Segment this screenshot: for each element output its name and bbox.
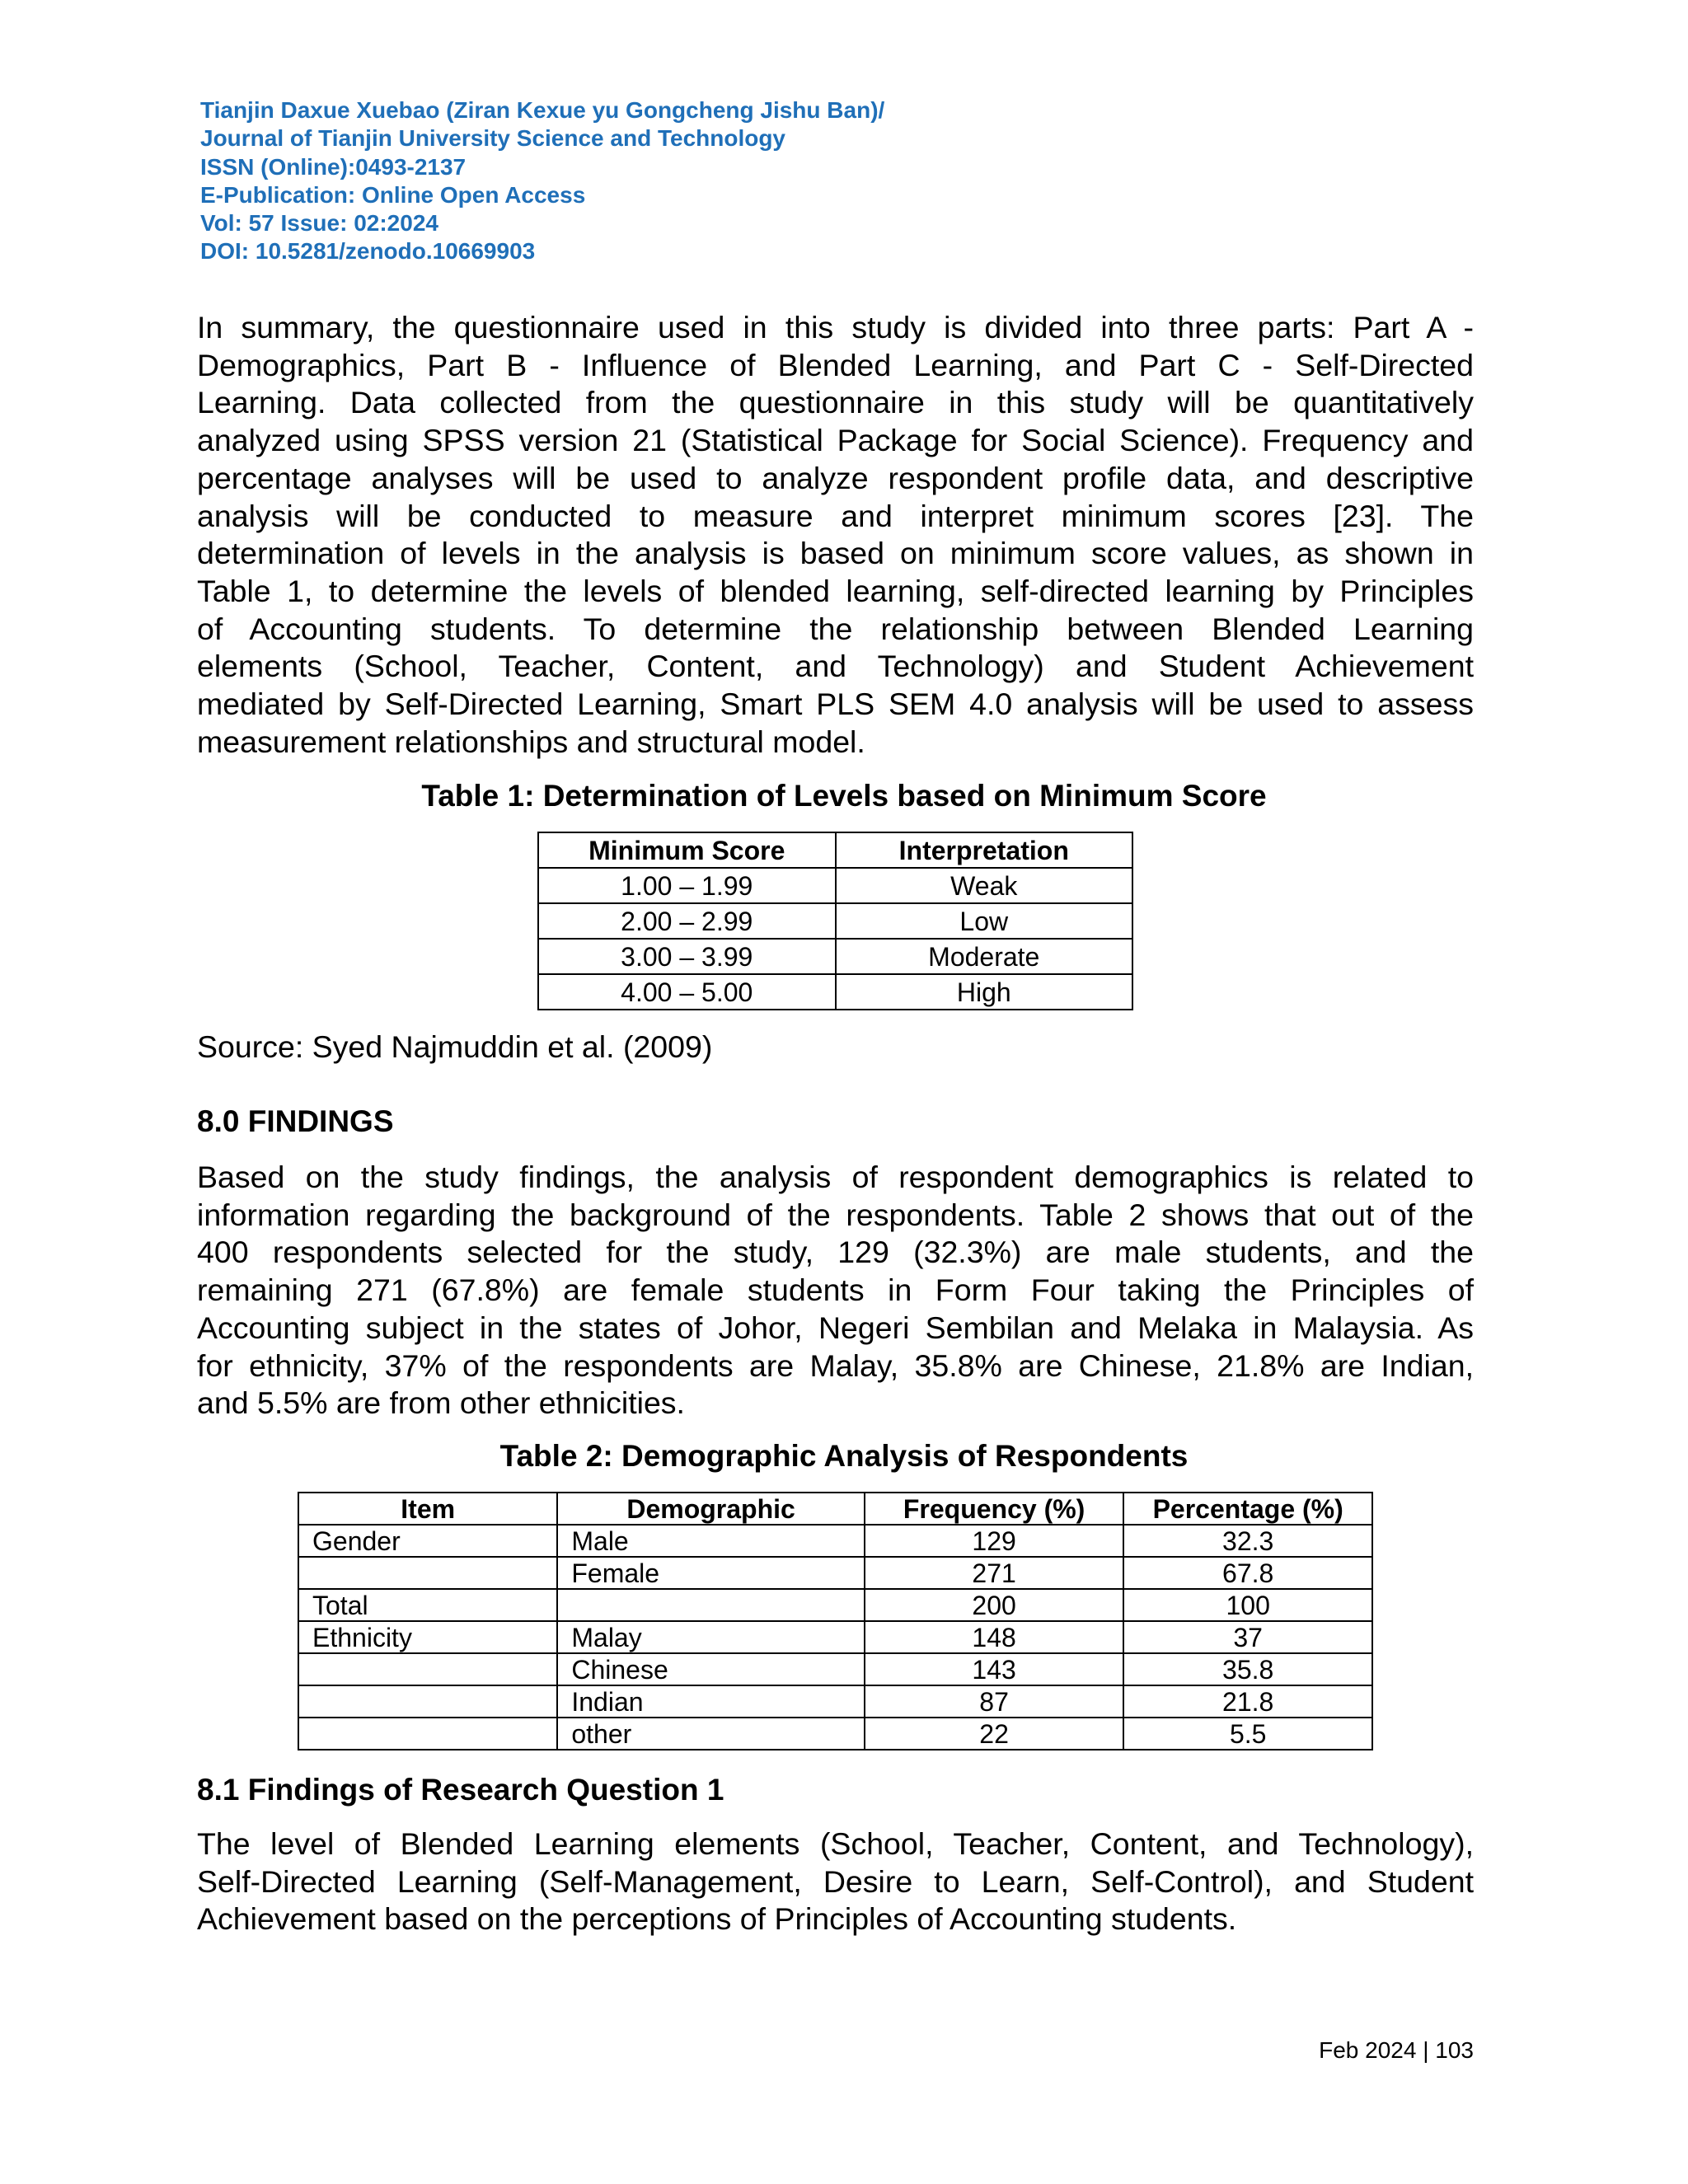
text-line: of Accounting students. To determine the relationship between Blended Learning — [197, 611, 1474, 646]
paragraph-demographics — [197, 1159, 1474, 1422]
table-row — [538, 939, 1132, 974]
table-cell: Low — [836, 903, 1133, 939]
table2-header: Frequency (%) — [865, 1493, 1124, 1525]
paragraph-methodology-summary — [197, 309, 1474, 761]
table-row — [298, 1557, 1372, 1589]
table2-demographics — [298, 1492, 1373, 1750]
table1-header: Interpretation — [836, 832, 1133, 868]
table-cell: Moderate — [836, 939, 1133, 974]
table-row — [298, 1653, 1372, 1685]
table2-title: Table 2: Demographic Analysis of Respondents — [499, 1439, 1189, 1473]
text-line: elements (School, Teacher, Content, and Technology) and Student Achievement — [197, 649, 1474, 684]
table1-title: Table 1: Determination of Levels based on Minimum Score — [421, 779, 1267, 813]
table-cell: Total — [298, 1589, 557, 1621]
table-row — [298, 1685, 1372, 1718]
table-cell: Weak — [836, 868, 1133, 903]
table-cell: 5.5 — [1123, 1718, 1372, 1750]
table-cell — [298, 1653, 557, 1685]
page-footer: Feb 2024 | 103 — [1319, 2037, 1474, 2063]
text-line: Self-Directed Learning (Self-Management, Desire to Learn, Self-Control), and Student — [197, 1863, 1474, 1899]
table-cell: 148 — [865, 1621, 1124, 1653]
text-line: Accounting subject in the states of Johor, Negeri Sembilan and Melaka in Malaysia. As — [197, 1310, 1474, 1345]
text-line: mediated by Self-Directed Learning, Smart PLS SEM 4.0 analysis will be used to assess — [197, 687, 1474, 722]
text-line: determination of levels in the analysis is based on minimum score values, as shown in — [197, 536, 1474, 571]
table1-levels — [537, 832, 1133, 1010]
table-cell — [298, 1718, 557, 1750]
journal-subtitle-line: Journal of Tianjin University Science and Technology — [200, 125, 786, 152]
text-line: The level of Blended Learning elements (School, Teacher, Content, and Technology), — [197, 1826, 1474, 1861]
table-row — [298, 1718, 1372, 1750]
table-cell: 37 — [1123, 1621, 1372, 1653]
text-line: analyzed using SPSS version 21 (Statistical Package for Social Science). Frequency and — [197, 423, 1474, 458]
table-cell: 2.00 – 2.99 — [538, 903, 836, 939]
journal-header — [200, 96, 884, 266]
text-line: 400 respondents selected for the study, 129 (32.3%) are male students, and the — [197, 1235, 1474, 1270]
table-cell: 35.8 — [1123, 1653, 1372, 1685]
table-cell: Male — [557, 1525, 864, 1557]
table-row — [298, 1525, 1372, 1557]
table2-header: Percentage (%) — [1123, 1493, 1372, 1525]
table-cell: 3.00 – 3.99 — [538, 939, 836, 974]
issn: ISSN (Online):0493-2137 — [200, 153, 467, 180]
table1-header: Minimum Score — [538, 832, 836, 868]
table-cell: Female — [557, 1557, 864, 1589]
table-cell: Malay — [557, 1621, 864, 1653]
table-row — [538, 974, 1132, 1010]
table-cell: 100 — [1123, 1589, 1372, 1621]
table-cell: High — [836, 974, 1133, 1010]
section-heading-rq1: 8.1 Findings of Research Question 1 — [197, 1773, 724, 1807]
text-line: Demographics, Part B - Influence of Blended Learning, and Part C - Self-Directed — [197, 347, 1474, 382]
text-line: remaining 271 (67.8%) are female students in Form Four taking the Principles of — [197, 1272, 1474, 1308]
section-heading-findings: 8.0 FINDINGS — [197, 1104, 394, 1138]
table2-header: Item — [298, 1493, 557, 1525]
text-line: information regarding the background of the respondents. Table 2 shows that out of the — [197, 1197, 1474, 1232]
volume-issue: Vol: 57 Issue: 02:2024 — [200, 210, 438, 237]
table-row — [298, 1621, 1372, 1653]
table-cell: 22 — [865, 1718, 1124, 1750]
table-cell: Gender — [298, 1525, 557, 1557]
table-cell: 129 — [865, 1525, 1124, 1557]
text-line: Table 1, to determine the levels of blended learning, self-directed learning by Principles — [197, 573, 1474, 608]
table-cell: other — [557, 1718, 864, 1750]
table-cell: 1.00 – 1.99 — [538, 868, 836, 903]
table-cell: Chinese — [557, 1653, 864, 1685]
publication-type: E-Publication: Online Open Access — [200, 181, 586, 208]
text-line: percentage analyses will be used to analyze respondent profile data, and descriptive — [197, 460, 1474, 495]
text-line: Achievement based on the perceptions of Principles of Accounting students. — [197, 1901, 1237, 1937]
table-cell: Indian — [557, 1685, 864, 1718]
table-cell: 271 — [865, 1557, 1124, 1589]
table-row — [538, 903, 1132, 939]
table-cell — [557, 1589, 864, 1621]
table-cell: 200 — [865, 1589, 1124, 1621]
text-line: Learning. Data collected from the questionnaire in this study will be quantitatively — [197, 385, 1474, 420]
table-cell: 67.8 — [1123, 1557, 1372, 1589]
table-cell — [298, 1685, 557, 1718]
table-row — [298, 1589, 1372, 1621]
text-line: analysis will be conducted to measure and interpret minimum scores [23]. The — [197, 498, 1474, 533]
table-cell: Ethnicity — [298, 1621, 557, 1653]
table-cell: 21.8 — [1123, 1685, 1372, 1718]
text-line: for ethnicity, 37% of the respondents are Malay, 35.8% are Chinese, 21.8% are Indian, — [197, 1347, 1474, 1383]
table-cell: 87 — [865, 1685, 1124, 1718]
text-line: and 5.5% are from other ethnicities. — [197, 1385, 685, 1421]
table2-header: Demographic — [557, 1493, 864, 1525]
table-row — [538, 868, 1132, 903]
text-line: measurement relationships and structural model. — [197, 724, 865, 759]
table-cell: 4.00 – 5.00 — [538, 974, 836, 1010]
table1-source: Source: Syed Najmuddin et al. (2009) — [197, 1029, 713, 1064]
text-line: Based on the study findings, the analysis of respondent demographics is related to — [197, 1160, 1474, 1194]
doi: DOI: 10.5281/zenodo.10669903 — [200, 238, 536, 265]
table-cell: 143 — [865, 1653, 1124, 1685]
journal-title-line: Tianjin Daxue Xuebao (Ziran Kexue yu Gongcheng Jishu Ban)/ — [200, 97, 885, 123]
table-cell: 32.3 — [1123, 1525, 1372, 1557]
text-line: In summary, the questionnaire used in this study is divided into three parts: Part A - — [197, 310, 1474, 344]
table-cell — [298, 1557, 557, 1589]
paragraph-rq1 — [197, 1825, 1474, 1938]
